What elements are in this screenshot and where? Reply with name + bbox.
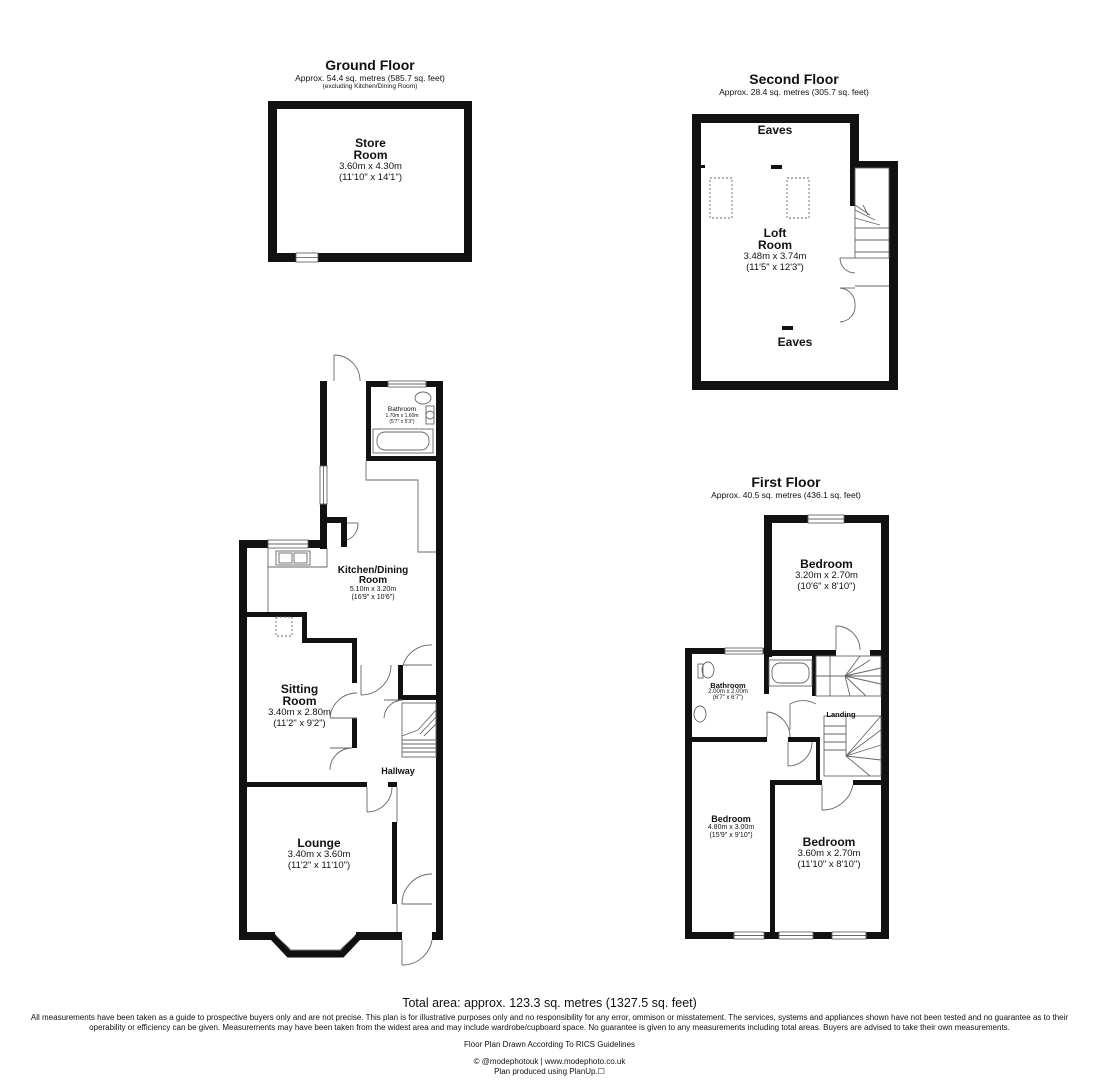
eaves-top-name: Eaves (757, 123, 793, 137)
lounge-dim-m: 3.40m x 3.60m (287, 849, 351, 860)
sitting-room-dim-m: 3.40m x 2.80m (268, 707, 331, 718)
bedroom-right-name: Bedroom (802, 835, 856, 849)
ground-bathroom-dim-m: 1.70m x 1.60m (385, 413, 419, 419)
sitting-room-label (249, 683, 350, 729)
ground-floor-doors (330, 355, 432, 965)
total-area: Total area: approx. 123.3 sq. metres (1327.5 sq. feet) (402, 996, 697, 1010)
store-room-name-2: Room (353, 148, 388, 162)
first-floor-title: First Floor (751, 474, 821, 490)
first-bathroom-dim-ft: (6'7" x 6'7") (712, 695, 744, 701)
store-room-dim-ft: (11'10" x 14'1") (338, 172, 402, 183)
bedroom-left-dim-m: 4.80m x 3.00m (707, 824, 755, 831)
bedroom-top-dim-m: 3.20m x 2.70m (795, 570, 858, 581)
first-floor-area: Approx. 40.5 sq. metres (436.1 sq. feet) (711, 490, 861, 500)
eaves-bottom-name: Eaves (777, 335, 813, 349)
bedroom-right-label (776, 836, 882, 870)
kitchen-name-1: Kitchen/Dining (337, 565, 409, 576)
lounge-dim-ft: (11'2" x 11'10") (287, 860, 351, 871)
produced-by: Plan produced using PlanUp.☐ (494, 1067, 605, 1076)
second-floor-header (694, 71, 894, 97)
landing-name: Landing (826, 710, 856, 719)
sitting-room-name-2: Room (282, 694, 317, 708)
first-floor-header (686, 474, 886, 500)
footer (20, 996, 1079, 1077)
lounge-label (249, 837, 389, 871)
bedroom-left-label (694, 814, 768, 840)
bedroom-top-label (772, 558, 881, 592)
loft-room-dim-ft: (11'5" x 12'3") (746, 262, 804, 273)
ground-bathroom-label (375, 406, 429, 425)
second-floor-area: Approx. 28.4 sq. metres (305.7 sq. feet) (719, 87, 869, 97)
ground-floor-title: Ground Floor (325, 57, 415, 73)
kitchen-name-2: Room (358, 575, 388, 586)
bedroom-left-name: Bedroom (711, 814, 751, 824)
disclaimer-line-1: All measurements have been taken as a guide to prospective buyers only and are not precise. This plan is for illustrative purposes only and no responsibility for any error, ommison or misstatement. The services, systems and appliances shown have not been tested and no guarantee as to their (30, 1013, 1069, 1022)
ground-floor-area: Approx. 54.4 sq. metres (585.7 sq. feet) (295, 73, 445, 83)
sitting-room-name-1: Sitting (280, 682, 319, 696)
first-bathroom-dim-m: 2.00m x 2.00m (708, 689, 748, 695)
hallway-name: Hallway (381, 766, 415, 776)
kitchen-dim-m: 5.10m x 3.20m (349, 586, 397, 593)
hallway-label (374, 766, 422, 776)
kitchen-label (318, 566, 428, 602)
loft-room-name-1: Loft (763, 226, 787, 240)
store-room-name-1: Store (355, 136, 386, 150)
rics-note: Floor Plan Drawn According To RICS Guidelines (463, 1040, 636, 1049)
kitchen-dim-ft: (16'9" x 10'6") (351, 594, 395, 601)
sitting-room-dim-ft: (11'2" x 9'2") (273, 718, 326, 729)
first-bathroom-name: Bathroom (710, 681, 746, 690)
loft-room-name-2: Room (758, 238, 792, 252)
first-bathroom-label (696, 682, 760, 701)
ground-bathroom-dim-ft: (5'7" x 5'3") (389, 419, 415, 425)
eaves-top-label (735, 124, 815, 136)
lounge-name: Lounge (297, 836, 341, 850)
second-floor-title: Second Floor (749, 71, 839, 87)
ground-floor-header (268, 57, 472, 90)
loft-room-label (715, 227, 835, 273)
eaves-bottom-label (755, 336, 835, 348)
ground-bathroom-name: Bathroom (387, 406, 417, 413)
bedroom-top-dim-ft: (10'6" x 8'10") (797, 581, 856, 592)
credit: © @modephotouk | www.modephoto.co.uk (473, 1057, 626, 1066)
bedroom-right-dim-ft: (11'10" x 8'10") (797, 859, 861, 870)
landing-label (818, 711, 864, 718)
bedroom-left-dim-ft: (15'9" x 9'10") (709, 832, 753, 839)
disclaimer-line-2: operability or efficiency can be given. Measurements may have been taken from the widest area and may include wardrobe/cupboard space. No guarantee is given to any measurements including total areas. Buyers are advised to take their own measurements. (89, 1023, 1010, 1032)
loft-room-dim-m: 3.48m x 3.74m (743, 251, 807, 262)
store-room-label (277, 137, 464, 183)
ground-floor-note: (excluding Kitchen/Dining Room) (322, 83, 418, 90)
bedroom-right-dim-m: 3.60m x 2.70m (797, 848, 861, 859)
bedroom-top-name: Bedroom (800, 557, 853, 571)
store-room-dim-m: 3.60m x 4.30m (339, 161, 402, 172)
